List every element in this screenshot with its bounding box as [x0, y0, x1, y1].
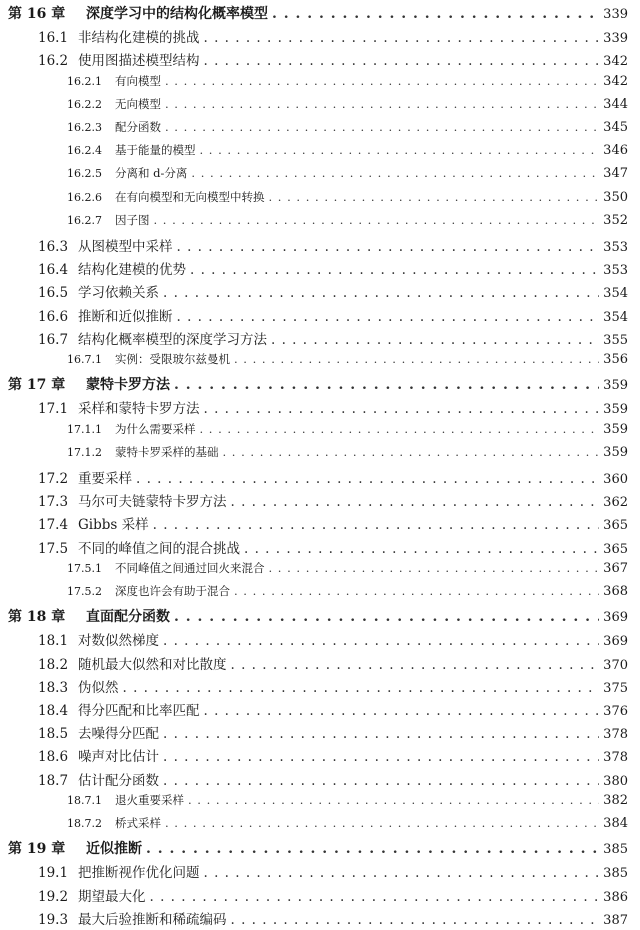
toc-subsection-row[interactable] — [0, 119, 640, 135]
dot-leader — [154, 213, 600, 227]
toc-entry-number: 16.2.6 — [67, 190, 102, 204]
toc-entry-title[interactable]: 把推断视作优化问题 — [78, 865, 200, 882]
dot-leader — [177, 239, 600, 255]
toc-entry-title[interactable]: 深度学习中的结构化概率模型 — [86, 6, 268, 22]
toc-section-row[interactable] — [0, 653, 640, 673]
toc-entry-title[interactable]: 直面配分函数 — [86, 609, 170, 626]
toc-section-row[interactable] — [0, 908, 640, 928]
dot-leader — [163, 773, 599, 789]
toc-entry-number: 19.2 — [38, 888, 69, 905]
toc-entry-title[interactable]: 无向模型 — [115, 96, 161, 111]
dot-leader — [146, 841, 599, 857]
toc-entry-page-number[interactable]: 339 — [603, 7, 628, 22]
toc-section-row[interactable] — [0, 722, 640, 742]
toc-section-row[interactable] — [0, 629, 640, 649]
toc-entry-title[interactable]: 随机最大似然和对比散度 — [78, 656, 227, 673]
toc-entry-page-number[interactable]: 384 — [603, 816, 628, 831]
toc-entry-number: 第 17 章 — [8, 377, 66, 394]
toc-entry-number: 16.7.1 — [67, 353, 102, 366]
toc-entry-page-number[interactable]: 346 — [603, 143, 628, 159]
toc-entry-title[interactable]: 蒙特卡罗方法 — [86, 377, 170, 394]
toc-entry-title[interactable]: 对数似然梯度 — [78, 633, 159, 650]
toc-entry-page-number[interactable]: 375 — [603, 680, 628, 696]
toc-entry-number: 17.1.2 — [67, 445, 102, 459]
dot-leader — [174, 377, 599, 393]
toc-entry-number: 16.5 — [38, 285, 69, 302]
toc-entry-page-number[interactable]: 367 — [603, 560, 628, 576]
toc-entry-title[interactable]: 实例：受限玻尔兹曼机 — [115, 352, 230, 366]
toc-section-row[interactable] — [0, 699, 640, 719]
toc-subsection-row[interactable] — [0, 165, 640, 181]
toc-chapter-row[interactable] — [0, 374, 640, 394]
toc-entry-number: 17.4 — [38, 517, 69, 534]
toc-entry-title[interactable]: 分离和 d-分离 — [115, 166, 188, 181]
toc-entry-title[interactable]: 不同的峰值之间的混合挑战 — [78, 540, 240, 557]
toc-subsection-row[interactable] — [0, 212, 640, 228]
toc-entry-page-number[interactable]: 352 — [603, 212, 628, 228]
toc-entry-page-number[interactable]: 386 — [603, 889, 628, 905]
toc-section-row[interactable] — [0, 235, 640, 255]
toc-subsection-row[interactable] — [0, 142, 640, 158]
toc-entry-page-number[interactable]: 378 — [603, 727, 628, 743]
toc-entry-title[interactable]: 从图模型中采样 — [78, 239, 173, 255]
toc-entry-title[interactable]: 估计配分函数 — [78, 772, 159, 789]
toc-entry-title[interactable]: 有向模型 — [115, 73, 161, 88]
toc-entry-number: 16.2.3 — [67, 121, 102, 134]
toc-entry-number: 第 18 章 — [8, 609, 66, 626]
toc-chapter-row[interactable] — [0, 3, 640, 23]
toc-entry-page-number[interactable]: 354 — [603, 309, 628, 325]
toc-entry-page-number[interactable]: 353 — [603, 263, 628, 279]
toc-section-row[interactable] — [0, 490, 640, 510]
toc-subsection-row[interactable] — [0, 444, 640, 460]
dot-leader — [174, 609, 599, 625]
toc-subsection-row[interactable] — [0, 583, 640, 599]
toc-subsection-row[interactable] — [0, 815, 640, 831]
dot-leader — [150, 889, 600, 905]
toc-entry-number: 17.1 — [38, 401, 69, 418]
toc-entry-number: 16.2 — [38, 53, 69, 70]
dot-leader — [165, 74, 599, 88]
toc-entry-page-number[interactable]: 350 — [603, 189, 628, 205]
toc-subsection-row[interactable] — [0, 189, 640, 205]
toc-entry-page-number[interactable]: 354 — [603, 286, 628, 302]
toc-entry-title[interactable]: 在有向模型和无向模型中转换 — [115, 189, 265, 204]
toc-entry-number: 16.7 — [38, 331, 69, 348]
toc-entry-number: 18.7 — [38, 772, 69, 789]
toc-entry-number: 19.1 — [38, 865, 69, 882]
dot-leader — [163, 285, 599, 301]
dot-leader — [163, 749, 599, 765]
toc-entry-number: 第 19 章 — [8, 841, 66, 858]
dot-leader — [165, 120, 599, 134]
dot-leader — [271, 332, 599, 348]
dot-leader — [153, 517, 600, 533]
dot-leader — [136, 471, 599, 487]
dot-leader — [272, 6, 599, 22]
toc-entry-title[interactable]: 马尔可夫链蒙特卡罗方法 — [78, 494, 227, 511]
toc-entry-title[interactable]: 结构化概率模型的深度学习方法 — [78, 331, 267, 348]
dot-leader — [165, 97, 599, 111]
dot-leader — [269, 190, 600, 204]
dot-leader — [231, 912, 600, 928]
toc-entry-page-number[interactable]: 347 — [603, 166, 628, 182]
dot-leader — [204, 401, 600, 417]
dot-leader — [165, 816, 599, 830]
toc-entry-page-number[interactable]: 342 — [603, 73, 628, 89]
toc-entry-page-number[interactable]: 339 — [603, 31, 628, 47]
toc-entry-title[interactable]: 近似推断 — [86, 841, 142, 858]
dot-leader — [234, 584, 599, 598]
toc-subsection-row[interactable] — [0, 96, 640, 112]
dot-leader — [231, 657, 600, 673]
toc-entry-page-number[interactable]: 360 — [603, 472, 628, 487]
toc-entry-number: 18.7.2 — [67, 817, 102, 830]
toc-section-row[interactable] — [0, 281, 640, 301]
toc-entry-number: 17.5 — [38, 540, 69, 557]
toc-entry-page-number[interactable]: 385 — [603, 842, 628, 858]
toc-entry-title[interactable]: 蒙特卡罗采样的基础 — [115, 444, 219, 459]
toc-entry-page-number[interactable]: 376 — [603, 704, 628, 719]
toc-section-row[interactable] — [0, 769, 640, 789]
toc-subsection-row[interactable] — [0, 351, 640, 367]
toc-entry-title[interactable]: 结构化建模的优势 — [78, 262, 186, 279]
toc-entry-page-number[interactable]: 359 — [603, 444, 628, 460]
toc-entry-number: 18.7.1 — [67, 793, 102, 807]
toc-entry-page-number[interactable]: 342 — [603, 54, 628, 70]
toc-chapter-row[interactable] — [0, 606, 640, 626]
toc-section-row[interactable] — [0, 745, 640, 765]
dot-leader — [234, 352, 599, 366]
dot-leader — [163, 633, 599, 649]
toc-entry-number: 17.2 — [38, 471, 69, 487]
toc-entry-title[interactable]: 配分函数 — [115, 120, 161, 134]
toc-entry-number: 16.6 — [38, 308, 69, 325]
toc-entry-title[interactable]: 伪似然 — [78, 679, 119, 696]
toc-entry-number: 16.4 — [38, 262, 69, 279]
toc-entry-page-number[interactable]: 344 — [603, 96, 628, 112]
toc-entry-number: 18.4 — [38, 703, 69, 719]
dot-leader — [223, 445, 600, 459]
dot-leader — [204, 865, 600, 881]
toc-section-row[interactable] — [0, 513, 640, 533]
toc-section-row[interactable] — [0, 49, 640, 69]
toc-entry-page-number[interactable]: 355 — [603, 332, 628, 348]
toc-entry-page-number[interactable]: 359 — [603, 421, 628, 437]
toc-section-row[interactable] — [0, 305, 640, 325]
toc-entry-number: 17.5.1 — [67, 561, 102, 575]
toc-entry-title[interactable]: 得分匹配和比率匹配 — [78, 703, 200, 719]
toc-entry-number: 19.3 — [38, 911, 69, 928]
toc-entry-page-number[interactable]: 368 — [603, 584, 628, 599]
toc-entry-number: 第 16 章 — [8, 6, 66, 22]
dot-leader — [191, 166, 599, 180]
toc-entry-number: 17.3 — [38, 494, 69, 511]
dot-leader — [204, 703, 600, 719]
dot-leader — [200, 143, 600, 157]
toc-entry-number: 16.2.2 — [67, 97, 102, 111]
toc-entry-page-number[interactable]: 369 — [603, 634, 628, 650]
toc-entry-number: 16.1 — [38, 30, 69, 47]
dot-leader — [123, 680, 600, 696]
toc-entry-number: 16.3 — [38, 239, 69, 255]
toc-entry-title[interactable]: 去噪得分匹配 — [78, 726, 159, 743]
toc-entry-number: 18.6 — [38, 749, 69, 766]
toc-entry-number: 16.2.5 — [67, 167, 102, 181]
dot-leader — [188, 793, 599, 807]
toc-subsection-row[interactable] — [0, 421, 640, 437]
toc-subsection-row[interactable] — [0, 792, 640, 808]
dot-leader — [244, 541, 599, 557]
toc-entry-title[interactable]: 学习依赖关系 — [78, 285, 159, 302]
toc-section-row[interactable] — [0, 328, 640, 348]
toc-entry-title[interactable]: 推断和近似推断 — [78, 308, 173, 325]
toc-entry-title[interactable]: 重要采样 — [78, 471, 132, 487]
dot-leader — [177, 309, 600, 325]
toc-entry-page-number[interactable]: 380 — [603, 773, 628, 789]
toc-entry-page-number[interactable]: 369 — [603, 610, 628, 626]
toc-entry-page-number[interactable]: 370 — [603, 657, 628, 673]
toc-entry-page-number[interactable]: 359 — [603, 378, 628, 394]
toc-entry-page-number[interactable]: 378 — [603, 750, 628, 766]
dot-leader — [163, 726, 599, 742]
toc-entry-title[interactable]: 非结构化建模的挑战 — [78, 30, 200, 47]
toc-entry-title[interactable]: Gibbs 采样 — [78, 517, 149, 534]
dot-leader — [231, 494, 600, 510]
toc-entry-page-number[interactable]: 345 — [603, 120, 628, 135]
toc-entry-number: 16.2.7 — [67, 213, 102, 227]
toc-subsection-row[interactable] — [0, 73, 640, 89]
toc-entry-page-number[interactable]: 362 — [603, 495, 628, 511]
toc-entry-page-number[interactable]: 365 — [603, 541, 628, 557]
toc-entry-title[interactable]: 桥式采样 — [115, 816, 161, 830]
toc-section-row[interactable] — [0, 258, 640, 278]
dot-leader — [204, 30, 600, 46]
toc-entry-title[interactable]: 深度也许会有助于混合 — [115, 584, 230, 598]
toc-chapter-row[interactable] — [0, 838, 640, 858]
toc-entry-title[interactable]: 期望最大化 — [78, 888, 146, 905]
toc-entry-number: 16.2.4 — [67, 144, 102, 158]
toc-subsection-row[interactable] — [0, 560, 640, 576]
toc-entry-page-number[interactable]: 385 — [603, 866, 628, 882]
toc-entry-number: 17.1.1 — [67, 422, 102, 436]
toc-entry-page-number[interactable]: 387 — [603, 912, 628, 928]
toc-entry-title[interactable]: 基于能量的模型 — [115, 143, 196, 158]
toc-entry-number: 18.5 — [38, 726, 69, 743]
toc-section-row[interactable] — [0, 861, 640, 881]
toc-entry-page-number[interactable]: 382 — [603, 792, 628, 808]
toc-entry-page-number[interactable]: 353 — [603, 240, 628, 255]
toc-entry-page-number[interactable]: 365 — [603, 518, 628, 534]
toc-entry-title[interactable]: 最大后验推断和稀疏编码 — [78, 911, 227, 928]
dot-leader — [200, 422, 600, 436]
toc-entry-number: 18.3 — [38, 679, 69, 696]
toc-entry-title[interactable]: 使用图描述模型结构 — [78, 53, 200, 70]
toc-entry-title[interactable]: 为什么需要采样 — [115, 421, 196, 436]
toc-entry-title[interactable]: 因子图 — [115, 212, 150, 227]
toc-entry-number: 17.5.2 — [67, 585, 102, 598]
toc-entry-page-number[interactable]: 359 — [603, 402, 628, 418]
toc-entry-title[interactable]: 噪声对比估计 — [78, 749, 159, 766]
dot-leader — [204, 53, 600, 69]
toc-section-row[interactable] — [0, 885, 640, 905]
toc-entry-number: 18.2 — [38, 656, 69, 673]
dot-leader — [190, 262, 599, 278]
toc-section-row[interactable] — [0, 467, 640, 487]
toc-section-row[interactable] — [0, 537, 640, 557]
toc-entry-page-number[interactable]: 356 — [603, 352, 628, 367]
toc-entry-number: 18.1 — [38, 633, 69, 650]
dot-leader — [269, 561, 600, 575]
toc-entry-title[interactable]: 不同峰值之间通过回火来混合 — [115, 560, 265, 575]
toc-section-row[interactable] — [0, 397, 640, 417]
toc-entry-number: 16.2.1 — [67, 74, 102, 88]
toc-section-row[interactable] — [0, 26, 640, 46]
toc-entry-title[interactable]: 退火重要采样 — [115, 792, 184, 807]
toc-section-row[interactable] — [0, 676, 640, 696]
toc-entry-title[interactable]: 采样和蒙特卡罗方法 — [78, 401, 200, 418]
